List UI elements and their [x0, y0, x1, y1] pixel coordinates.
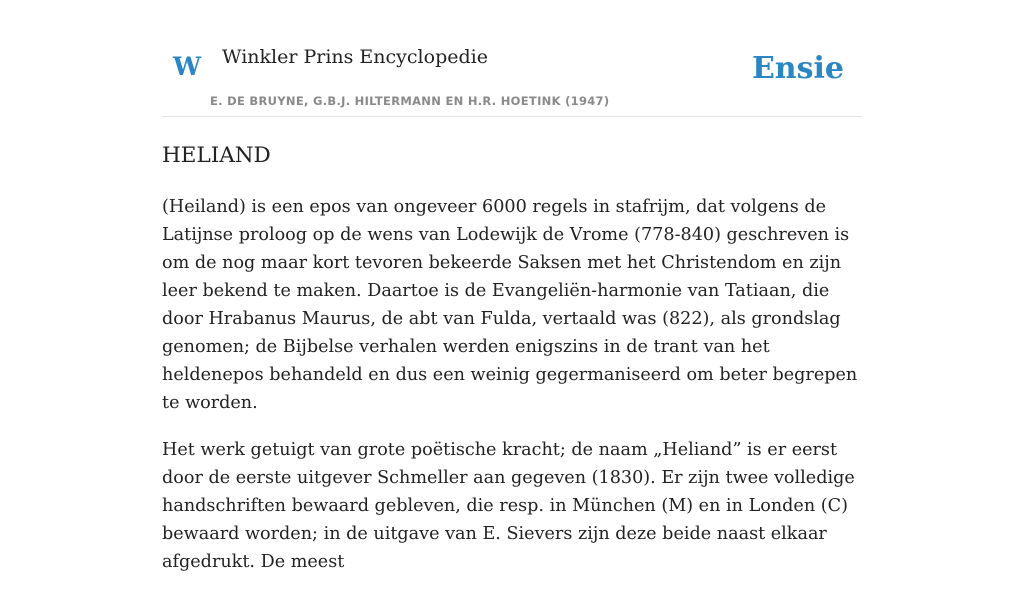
source-logo-icon[interactable]: W	[173, 52, 202, 81]
source-header	[162, 0, 862, 117]
article-paragraph: Het werk getuigt van grote poëtische kracht; de naam „Heliand” is er eerst door de eerste uitgever Schmeller aan gegeven (1830). Er zijn twee volledige handschriften bewaard gebleven, die resp. in München (M) en in Londen (C) bewaard worden; in de uitgave van E. Sievers zijn deze beide naast elkaar afgedrukt. De meest	[162, 440, 855, 572]
source-title[interactable]: Winkler Prins Encyclopedie	[222, 46, 488, 68]
source-authors: E. DE BRUYNE, G.B.J. HILTERMANN EN H.R. HOETINK (1947)	[210, 94, 610, 108]
page	[162, 0, 862, 595]
article-body	[162, 193, 862, 576]
brand-logo[interactable]: Ensie	[751, 51, 844, 86]
article-paragraph: (Heiland) is een epos van ongeveer 6000 regels in stafrijm, dat volgens de Latijnse proloog op de wens van Lodewijk de Vrome (778-840) geschreven is om de nog maar kort tevoren bekeerde Saksen met het Christendom en zijn leer bekend te maken. Daartoe is de Evangeliën-harmonie van Tatiaan, die door Hrabanus Maurus, de abt van Fulda, vertaald was (822), als grondslag genomen; de Bijbelse verhalen werden enigszins in de trant van het heldenepos behandeld en dus een weinig gegermaniseerd om beter begrepen te worden.	[162, 197, 858, 413]
article-title: HELIAND	[162, 143, 271, 168]
